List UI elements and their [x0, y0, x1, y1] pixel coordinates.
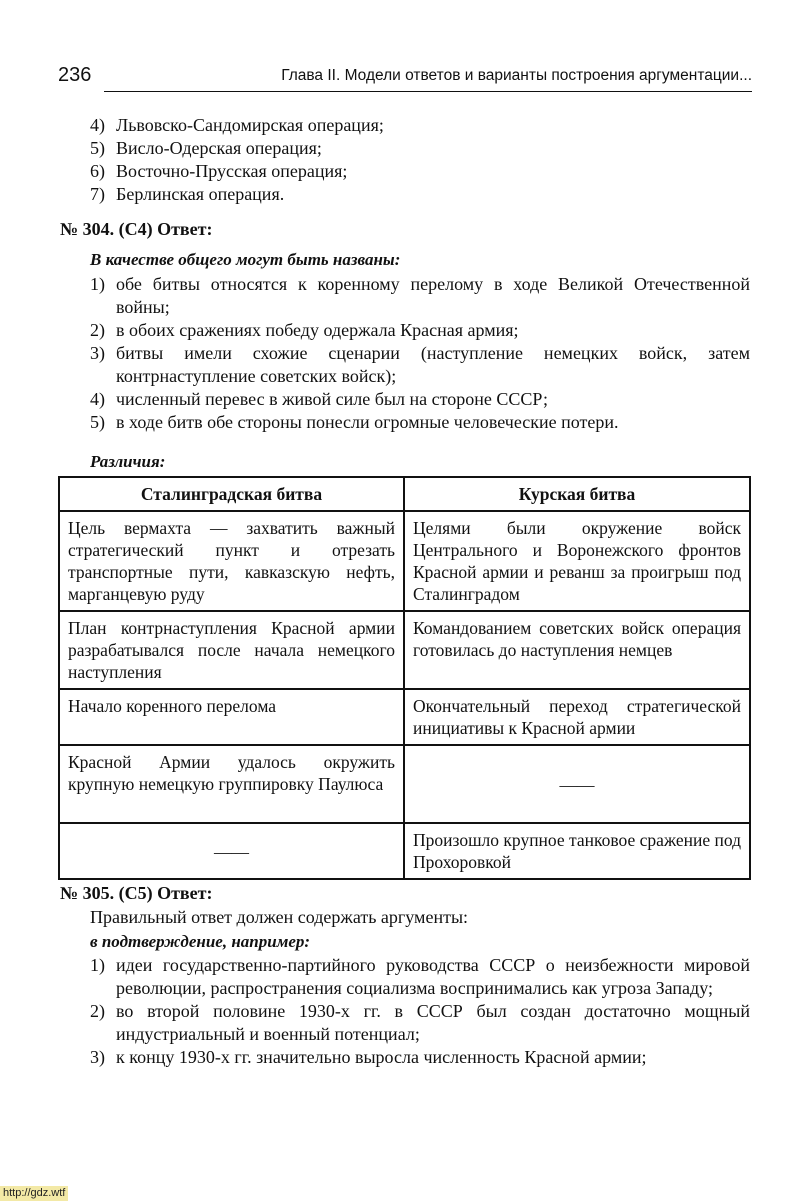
- table-row: [59, 611, 750, 689]
- table-cell: Окончательный переход стратегической инициативы к Красной армии: [404, 689, 750, 745]
- table-cell-dash: ——: [404, 745, 750, 823]
- list-item: [90, 954, 750, 1000]
- item-number: 5): [90, 412, 105, 432]
- item-text: битвы имели схожие сценарии (наступление немецких войск, затем контрнаступление советских войск);: [116, 343, 750, 386]
- table-row: [59, 689, 750, 745]
- list-item: [90, 1000, 750, 1046]
- table-row: [59, 511, 750, 611]
- table-header-row: [59, 477, 750, 511]
- item-number: 5): [90, 138, 105, 158]
- table-cell-dash: ——: [59, 823, 404, 879]
- comparison-table: [58, 476, 751, 880]
- item-text: к концу 1930-х гг. значительно выросла численность Красной армии;: [116, 1047, 647, 1067]
- arguments-list: [90, 954, 750, 1069]
- item-number: 3): [90, 343, 105, 363]
- table-cell: Цель вермахта — захватить важный стратегический пункт и отрезать транспортные пути, кавказскую нефть, марганцевую руду: [59, 511, 404, 611]
- item-number: 2): [90, 320, 105, 340]
- item-text: Берлинская операция.: [116, 184, 285, 204]
- table-row: [59, 823, 750, 879]
- table-row: [59, 745, 750, 823]
- table-cell: Целями были окружение войск Центрального и Воронежского фронтов Красной армии и реванш за проигрыш под Сталинградом: [404, 511, 750, 611]
- item-text: в обоих сражениях победу одержала Красная армия;: [116, 320, 519, 340]
- table-cell: Начало коренного перелома: [59, 689, 404, 745]
- answer-intro: Правильный ответ должен содержать аргументы:: [90, 907, 469, 927]
- item-text: во второй половине 1930-х гг. в СССР был создан достаточно мощный индустриальный и военный потенциал;: [116, 1001, 750, 1044]
- item-text: Висло-Одерская операция;: [116, 138, 322, 158]
- page-number: 236: [58, 64, 92, 86]
- list-item: [90, 342, 750, 388]
- column-header-stalingrad: Сталинградская битва: [59, 477, 404, 511]
- item-number: 6): [90, 161, 105, 181]
- common-features-list: [90, 273, 750, 434]
- item-number: 1): [90, 274, 105, 294]
- list-item: [90, 183, 510, 206]
- list-item: [90, 160, 510, 183]
- table-cell: Красной Армии удалось окружить крупную немецкую группировку Паулюса: [59, 745, 404, 823]
- list-item: [90, 114, 510, 137]
- table-cell: План контрнаступления Красной армии разрабатывался после начала немецкого наступления: [59, 611, 404, 689]
- watermark-link[interactable]: http://gdz.wtf: [0, 1186, 68, 1201]
- item-number: 1): [90, 955, 105, 975]
- item-number: 7): [90, 184, 105, 204]
- confirmation-label: в подтверждение, например:: [90, 932, 311, 951]
- table-cell: Произошло крупное танковое сражение под Прохоровкой: [404, 823, 750, 879]
- item-text: Львовско-Сандомирская операция;: [116, 115, 384, 135]
- item-number: 3): [90, 1047, 105, 1067]
- list-item: [90, 388, 750, 411]
- question-305-heading: № 305. (С5) Ответ:: [60, 883, 213, 903]
- list-item: [90, 273, 750, 319]
- item-text: обе битвы относятся к коренному перелому в ходе Великой Отечественной войны;: [116, 274, 750, 317]
- list-item: [90, 411, 750, 434]
- differences-label: Различия:: [90, 452, 166, 471]
- item-number: 4): [90, 389, 105, 409]
- page-header: [58, 64, 752, 94]
- item-text: численный перевес в живой силе был на стороне СССР;: [116, 389, 549, 409]
- running-title: Глава II. Модели ответов и варианты построения аргументации...: [281, 67, 752, 84]
- item-number: 4): [90, 115, 105, 135]
- operations-list: [90, 114, 510, 206]
- item-text: идеи государственно-партийного руководства СССР о неизбежности мировой революции, распространения социализма воспринимались как угроза Западу;: [116, 955, 750, 998]
- column-header-kursk: Курская битва: [404, 477, 750, 511]
- list-item: [90, 137, 510, 160]
- item-text: Восточно-Прусская операция;: [116, 161, 348, 181]
- table-cell: Командованием советских войск операция готовилась до наступления немцев: [404, 611, 750, 689]
- header-rule: [104, 91, 752, 92]
- common-features-label: В качестве общего могут быть названы:: [90, 250, 401, 269]
- item-text: в ходе битв обе стороны понесли огромные человеческие потери.: [116, 412, 619, 432]
- list-item: [90, 319, 750, 342]
- item-number: 2): [90, 1001, 105, 1021]
- list-item: [90, 1046, 750, 1069]
- question-304-heading: № 304. (С4) Ответ:: [60, 219, 213, 239]
